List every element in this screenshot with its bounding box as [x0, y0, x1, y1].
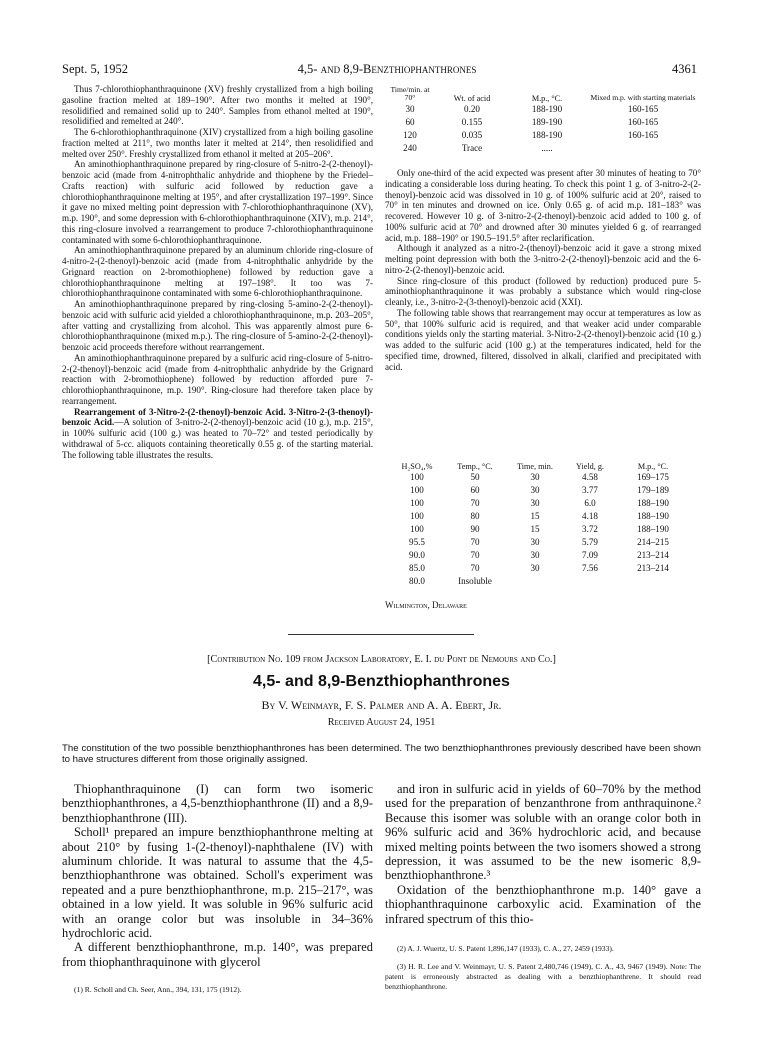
authors: By V. Weinmayr, F. S. Palmer and A. A. Ebert, Jr.	[261, 698, 502, 712]
table-cell: 240	[403, 142, 417, 153]
table-cell: 189-190	[531, 116, 563, 127]
table-cell: 7.56	[582, 563, 598, 573]
section-heading: Rearrangement of 3-Nitro-2-(2-thenoyl)-benzoic Acid. 3-Nitro-2-(3-thenoyl)-benzoic Acid.	[62, 406, 373, 428]
table-cell: 188–190	[637, 511, 669, 521]
table-cell	[616, 575, 690, 588]
table-cell: 120	[403, 129, 417, 140]
table-row	[390, 523, 690, 536]
paragraph: The following table shows that rearrangement may occur at temperatures as low as 50°, that 100% sulfuric acid is required, and that weaker acid under comparable conditions yields only the starting material. 3-Nitro-2-(2-thenoyl)-benzoic acid (10 g.) was added to the sulfuric acid (100 g.) at the temperatures indicated, held for the specified time, drowned, filtered, dissolved in alkali, clarified and precipitated with acid.	[385, 307, 701, 372]
table-cell: 179–189	[637, 485, 669, 495]
table-cell: 214–215	[637, 537, 669, 547]
table-cell: 7.09	[582, 550, 598, 560]
footnote-text: (1) R. Scholl and Ch. Seer, Ann., 394, 131, 175 (1912).	[74, 984, 242, 994]
table-row	[390, 510, 690, 523]
table-header: Wt. of acid	[453, 93, 491, 103]
table-cell: 0.035	[461, 129, 483, 140]
header-date: Sept. 5, 1952	[62, 62, 128, 76]
table-cell: 213–214	[637, 550, 669, 560]
table-cell: 188–190	[637, 524, 669, 534]
table-cell: 70	[470, 563, 480, 573]
table-cell: 15	[530, 524, 540, 534]
table-cell	[564, 575, 616, 588]
rearrangement-table	[390, 462, 690, 588]
table-cell: 0.20	[464, 103, 480, 114]
table-cell: 80.0	[409, 576, 425, 586]
table-cell: 30	[530, 498, 540, 508]
table-cell: 100	[410, 524, 424, 534]
table-cell: 100	[410, 498, 424, 508]
table-row	[390, 575, 690, 588]
table-cell: 188-190	[531, 129, 563, 140]
table-header-row	[385, 86, 701, 103]
table-cell: 95.5	[409, 537, 425, 547]
header-running-title: 4,5- and 8,9-Benzthiophanthrones	[297, 62, 477, 76]
table-cell: 30	[530, 472, 540, 482]
table-header: H₂SO₄,%	[401, 462, 433, 471]
table-cell: Insoluble	[458, 576, 492, 586]
table-cell: 100	[410, 485, 424, 495]
separator-rule	[288, 634, 474, 635]
table-cell: 160-165	[627, 116, 659, 127]
table-cell: 90	[470, 524, 480, 534]
table-cell	[506, 575, 564, 588]
table-cell: 30	[530, 550, 540, 560]
paragraph: An aminothiophanthraquinone prepared by ring-closing 5-amino-2-(2-thenoyl)-benzoic acid with sulfuric acid yielded a chlorothiophanthraquinone, m.p. 203–205°, after vatting and crystallizing from alcohol. This was apparently almost pure 6-chlorothiophanthraquinone (mixed m.p.). The ring-closure of 5-amino-2-(2-thenoyl)-benzoic acid proceeds therefore without rearrangement.	[62, 299, 373, 352]
table-cell: 80	[470, 511, 480, 521]
paragraph: A different benzthiophanthrone, m.p. 140°, was prepared from thiophanthraquinone with glycerol	[62, 940, 373, 969]
table-cell: 30	[405, 103, 415, 114]
table-cell: 188-190	[531, 103, 563, 114]
footnote-3: (3) H. R. Lee and V. Weinmayr, U. S. Patent 2,480,746 (1949), C. A., 43, 9467 (1949). Note: The patent is erroneously abstracted as dealing with a benzthiophanthrene. It should read benzthiophanthrone.	[385, 961, 701, 992]
table-row	[385, 129, 701, 142]
right-column	[385, 168, 701, 372]
table-cell: 3.72	[582, 524, 598, 534]
table-cell: 169–175	[637, 472, 669, 482]
received-date: Received August 24, 1951	[327, 717, 436, 728]
table-cell: 100	[410, 472, 424, 482]
abstract: The constitution of the two possible benzthiophanthrones has been determined. The two benzthiophanthrones previously described have been shown to have structures different from those originally assigned.	[62, 743, 701, 766]
table-row	[390, 562, 690, 575]
paragraph: Although it analyzed as a nitro-2-(thenoyl)-benzoic acid it gave a strong mixed melting point depression with both the 3-nitro-2-(2-thenoyl)-benzoic acid and the 6-nitro-2-(2-thenoyl)-benzoic acid.	[385, 243, 701, 275]
table-cell: 70	[470, 498, 480, 508]
table-header: Time/min. at 70°	[390, 85, 430, 103]
table-row	[390, 497, 690, 510]
table-row	[390, 549, 690, 562]
table-cell: 5.79	[582, 537, 598, 547]
footnote-1	[62, 977, 373, 1003]
table-row	[390, 484, 690, 497]
table-cell: 70	[470, 550, 480, 560]
table-cell: 0.155	[461, 116, 483, 127]
table-cell: 3.77	[582, 485, 598, 495]
table-header: Yield, g.	[576, 462, 604, 471]
table-cell: 30	[530, 485, 540, 495]
table-cell: 70	[470, 537, 480, 547]
table-header: Temp., °C.	[457, 462, 493, 471]
paragraph: Only one-third of the acid expected was present after 30 minutes of heating to 70° indicating a considerable loss during heating. To check this point 1 g. of 3-nitro-2-(2-thenoyl)-benzoic acid was dissolved in 10 g. of 100% sulfuric acid at 20°, raised to 70° in ten minutes and drowned on ice. Only 0.65 g. of acid m.p. 181–183° was recovered. However 10 g. of 3-nitro-2-(2-thenoyl)-benzoic acid added to 100 g. of 100% sulfuric acid at 70° and drowned after 30 minutes yielded 6 g. of rearranged acid, m.p. 188–190° or 190.5–191.5° after reclarification.	[385, 168, 701, 243]
table-cell: Trace	[461, 142, 483, 153]
left-column	[62, 84, 373, 460]
table-header: Time, min.	[517, 462, 553, 471]
footnote-2: (2) A. J. Wuertz, U. S. Patent 1,896,147 (1933), C. A., 27, 2459 (1933).	[397, 943, 614, 953]
paragraph: The 6-chlorothiophanthraquinone (XIV) crystallized from a high boiling gasoline fraction melted at 211°, two months later it melted at 214°, then resolidified and melted over 250°. Freshly crystallized from ethanol it melted at 205–206°.	[62, 127, 373, 159]
table-cell: 90.0	[409, 550, 425, 560]
section-text: —A solution of 3-nitro-2-(2-thenoyl)-benzoic acid (10 g.), m.p. 215°, in 100% sulfuric acid (100 g.) was heated to 70–72° and tested periodically by withdrawal of 5-cc. aliquots containing theoretically 0.55 g. of the starting material. The following table illustrates the results.	[62, 417, 374, 460]
location: Wilmington, Delaware	[385, 600, 467, 610]
table-cell: 30	[530, 537, 540, 547]
table-cell: 30	[530, 563, 540, 573]
table-cell: 6.0	[584, 498, 596, 508]
table-header-row	[390, 462, 690, 471]
body-right-column	[385, 782, 701, 926]
table-cell: 4.18	[582, 511, 598, 521]
table-cell: 188–190	[637, 498, 669, 508]
table-cell: 85.0	[409, 563, 425, 573]
table-row	[385, 116, 701, 129]
header-page-number: 4361	[672, 62, 697, 76]
paragraph: Thiophanthraquinone (I) can form two isomeric benzthiophanthrones, a 4,5-benzthiophanthrone (II) and a 8,9-benzthiophanthrone (III).	[62, 782, 373, 825]
table-cell: 50	[470, 472, 480, 482]
paragraph: An aminothiophanthraquinone prepared by ring-closure of 5-nitro-2-(2-thenoyl)-benzoic acid (made from 4-nitrophthalic anhydride and thiophene by the Friedel–Crafts reaction) with sulfuric acid followed by reduction gave a chlorothiophanthraquinone melting at 195°, and after crystallization 197–199°. Since it gave no mixed melting point depression with 7-chlorothiophanthraquinone (XV), m.p. 190°, and some depression with 6-chlorothiophanthraquinone (XIV), m.p. 214°, this ring-closure involved a rearrangement to produce 7-chlorothiophanthraquinone contaminated with some 6-chlorothiophanthraquinone.	[62, 159, 373, 245]
paragraph: An aminothiophanthraquinone prepared by a sulfuric acid ring-closure of 5-nitro-2-(2-thenoyl)-benzoic acid (made from 4-nitrophthalic anhydride by the Grignard reaction with 2-bromothiophene) followed by reduction afforded pure 7-chlorothiophanthraquinone, m.p. 190°. Ring-closure had therefore taken place by rearrangement.	[62, 352, 373, 406]
table-cell: .....	[541, 142, 553, 153]
paragraph: Since ring-closure of this product (followed by reduction) produced pure 5-aminothiophanthraquinone it was probably a substance which would ring-close cleanly, i.e., 3-nitro-2-(3-thenoyl)-benzoic acid (XXI).	[385, 275, 701, 307]
table-cell: 213–214	[637, 563, 669, 573]
table-cell: 160-165	[627, 129, 659, 140]
body-left-column	[62, 782, 373, 969]
table-header: M.p., °C.	[531, 93, 563, 103]
table-cell: 160-165	[627, 103, 659, 114]
footnotes-right	[385, 936, 701, 1000]
paragraph: Thus 7-chlorothiophanthraquinone (XV) freshly crystallized from a high boiling gasoline fraction melted at 189–190°. After two months it melted at 190°, resolidified and remained solid up to 240°. Samples from ethanol melted at 190°, resolidified and remelted at 240°.	[62, 84, 373, 127]
paragraph-rearrangement	[62, 407, 373, 461]
contribution-line: [Contribution No. 109 from Jackson Laboratory, E. I. du Pont de Nemours and Co.]	[207, 654, 556, 665]
article-title: 4,5- and 8,9-Benzthiophanthrones	[253, 673, 510, 690]
table-cell: 4.58	[582, 472, 598, 482]
table-cell	[585, 142, 701, 155]
table-cell: 15	[530, 511, 540, 521]
table-row	[385, 103, 701, 116]
table-header: Mixed m.p. with starting materials	[590, 93, 696, 103]
table-header: M.p., °C.	[637, 462, 669, 471]
table-cell: 60	[405, 116, 415, 127]
paragraph: Oxidation of the benzthiophanthrone m.p. 140° gave a thiophanthraquinone carboxylic acid. Examination of the infrared spectrum of this thio-	[385, 882, 701, 926]
table-row	[385, 142, 701, 155]
paragraph: Scholl¹ prepared an impure benzthiophanthrone melting at about 210° by fusing 1-(2-thenoyl)-naphthalene (IV) with aluminum chloride. It was natural to assume that the 4,5-benzthiophanthrone was obtained. Scholl's experiment was repeated and a pure benzthiophanthrone, m.p. 215–217°, was obtained in a low yield. It was soluble in 96% sulfuric acid with an orange color but was insoluble in 34–36% hydrochloric acid.	[62, 825, 373, 941]
paragraph: An aminothiophanthraquinone prepared by an aluminum chloride ring-closure of 4-nitro-2-(2-thenoyl)-benzoic acid (made from 4-nitrophthalic anhydride by the Grignard reaction on 2-bromothiophene) followed by reduction gave a chlorothiophanthraquinone melting at 197–198°. It too was 7-chlorothiophanthraquinone contaminated with some 6-chlorothiophanthraquinone.	[62, 245, 373, 299]
paragraph: and iron in sulfuric acid in yields of 60–70% by the method used for the preparation of benzanthrone from anthraquinone.² Because this isomer was soluble with an orange color both in 96% sulfuric acid and 36% hydrochloric acid, and because mixed melting points between the two isomers showed a strong depression, it was assumed to be the new isomeric 8,9-benzthiophanthrone.³	[385, 782, 701, 883]
melting-point-table	[385, 86, 701, 155]
table-cell: 100	[410, 511, 424, 521]
table-row	[390, 471, 690, 484]
table-row	[390, 536, 690, 549]
table-cell: 60	[470, 485, 480, 495]
